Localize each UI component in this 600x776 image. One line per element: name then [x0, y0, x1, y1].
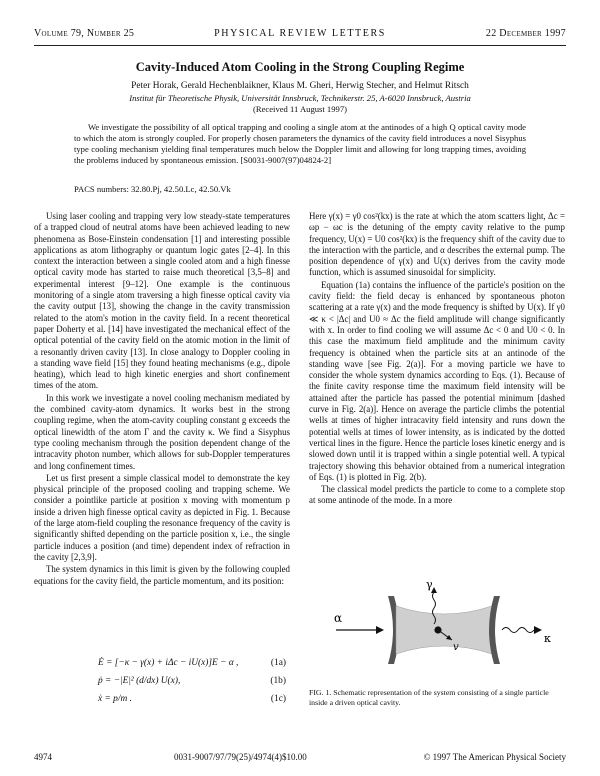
- paragraph: Here γ(x) = γ0 cos²(kx) is the rate at which the atom scatters light, Δc = ωp − ωc is the detuning of the empty cavity relative to the pump frequency, U(x) = U0 cos²(kx) is the frequency shift of the cavity due to the interaction with the particle, and α describes the external pump. The position dependence of γ(x) and U(x) derives from the cavity mode function, which is assumed sinusoidal for simplicity.: [309, 211, 565, 278]
- figure-1-cavity-diagram: [322, 578, 558, 678]
- paragraph: Let us first present a simple classical model to demonstrate the key physical principle of the proposed cooling and trapping scheme. We consider a pointlike particle at position x moving with momentum p inside a driven high finesse optical cavity as depicted in Fig. 1. Because of the large atom-field coupling the resonance frequency of the cavity is significantly shifted depending on the particle position x, i.e., the single particle induces a position (and time) dependent index of refraction in the cavity [2,3,9].: [34, 472, 290, 562]
- cavity-mode: [396, 606, 492, 654]
- author-list: Peter Horak, Gerald Hechenblaikner, Klaus M. Gheri, Herwig Stecher, and Helmut Ritsch: [131, 81, 469, 91]
- equation-number: (1c): [270, 694, 286, 704]
- copyright: © 1997 The American Physical Society: [423, 752, 566, 762]
- kappa-label: κ: [544, 632, 551, 645]
- pump-arrowhead: [376, 626, 384, 634]
- journal-name: PHYSICAL REVIEW LETTERS: [214, 28, 386, 39]
- right-column: [309, 211, 565, 508]
- page-number: 4974: [34, 752, 52, 762]
- pacs-numbers: PACS numbers: 32.80.Pj, 42.50.Lc, 42.50.Vk: [74, 184, 231, 194]
- equation-1c: [34, 694, 290, 712]
- page-footer: [34, 752, 566, 766]
- header-rule: [34, 45, 566, 46]
- equations-block: [34, 658, 290, 712]
- received-date: (Received 11 August 1997): [253, 104, 347, 114]
- abstract: We investigate the possibility of all optical trapping and cooling a single atom at the antinodes of a high Q optical cavity mode to which the atom is strongly coupled. For properly chosen parameters the dynamics of the cavity field introduces a novel Sisyphus type cooling mechanism yielding final temperatures much below the Doppler limit and allowing for long trapping times, avoiding the problems induced by spontaneous emission. [S0031-9007(97)04824-2]: [74, 122, 526, 165]
- paragraph: The classical model predicts the particle to come to a complete stop at some antinode of the mode. In a more: [309, 484, 565, 506]
- paragraph: Using laser cooling and trapping very low steady-state temperatures of a trapped cloud of neutral atoms have been achieved leading to new phenomena as Bose-Einstein condensation [1] and interesting possible applications as atom lithography or quantum logic gates [2–4]. In this context the interaction between a single cooled atom and a high finesse optical cavity mode has started to raise much theoretical [3,5–8] and experimental interest [9–12]. One example is the continuous monitoring of a single atom traversing a high finesse optical cavity via the cavity output [13], showing the change in the cavity transmission related to the atom's motion in the cavity field. In a recent theoretical paper Doherty et al. [14] have investigated the mechanical effect of the optical potential of the cavity field on the atomic motion in the limit of a resonantly driven cavity [13]. In close analogy to Doppler cooling in a standing wave field [15] they found heating mechanisms (e.g., dipole heating), which lead to high kinetic energies and short confinement times of the atom.: [34, 211, 290, 391]
- left-column: [34, 211, 290, 588]
- equation-1a: [34, 658, 290, 676]
- paper-title: Cavity-Induced Atom Cooling in the Strong Coupling Regime: [135, 60, 465, 74]
- output-wave: [502, 628, 534, 633]
- equation-number: (1b): [270, 676, 286, 686]
- paragraph: Equation (1a) contains the influence of the particle's position on the cavity field: the field decay is enhanced by spontaneous photon scattering at a rate γ(x) and the mode frequency is shifted by U(x). If γ0 ≪ κ < |Δc| and U0 ≈ Δc the field amplitude will change significantly with x. In order to find cooling we will assume Δc < 0 and U0 < 0. In this case the maximum field amplitude and the minimum cavity frequency is obtained when the particle sits at an antinode of the standing wave [see Fig. 2(a)]. For a moving particle we have to consider the whole system dynamics according to Eqs. (1). Because of the finite cavity response time the maximum field intensity will be attained after the particle has passed the potential minimum [dashed curve in Fig. 2(a)]. Hence on average the particle climbs the potential wells at times of higher intracavity field intensity and runs down the potential wells at times of lower intensity, as is indicated by the dotted vertical lines in the figure. Hence the particle loses kinetic energy and is slowed down until it is trapped within a single potential well. A typical trajectory showing this behavior obtained from a numerical integration of Eqs. (1) is plotted in Fig. 2(b).: [309, 279, 565, 482]
- alpha-label: α: [334, 611, 343, 625]
- volume-info: Volume 79, Number 25: [34, 28, 135, 39]
- v-label: v: [453, 642, 459, 653]
- output-arrowhead: [534, 626, 542, 634]
- figure-1-caption: FIG. 1. Schematic representation of the system consisting of a single particle inside a driven optical cavity.: [309, 688, 549, 707]
- equation-1b: [34, 676, 290, 694]
- paragraph: The system dynamics in this limit is given by the following coupled equations for the cavity field, the particle momentum, and its position:: [34, 564, 290, 586]
- article-code: 0031-9007/97/79(25)/4974(4)$10.00: [174, 752, 307, 762]
- running-header: [34, 28, 566, 42]
- equation-expression: ṗ = −|E|² (d/dx) U(x),: [98, 676, 181, 686]
- issue-date: 22 December 1997: [485, 28, 566, 39]
- paragraph: In this work we investigate a novel cooling mechanism mediated by the combined cavity-atom dynamics. It works best in the strong coupling regime, when the atom-cavity coupling constant g exceeds the optical linewidth of the atom Γ and the cavity κ. We find a Sisyphus type cooling mechanism through the position dependent change of the intracavity photon number, which allows for sub-Doppler temperatures and long confinement times.: [34, 392, 290, 471]
- equation-expression: ẋ = p/m .: [98, 694, 132, 704]
- institution: Institut für Theoretische Physik, Universität Innsbruck, Technikerstr. 25, A-6020 Innsbruck, Austria: [129, 93, 471, 103]
- equation-number: (1a): [270, 658, 286, 668]
- gamma-label: γ: [426, 578, 433, 591]
- equation-expression: Ė = [−κ − γ(x) + iΔc − iU(x)]E − α ,: [98, 658, 239, 668]
